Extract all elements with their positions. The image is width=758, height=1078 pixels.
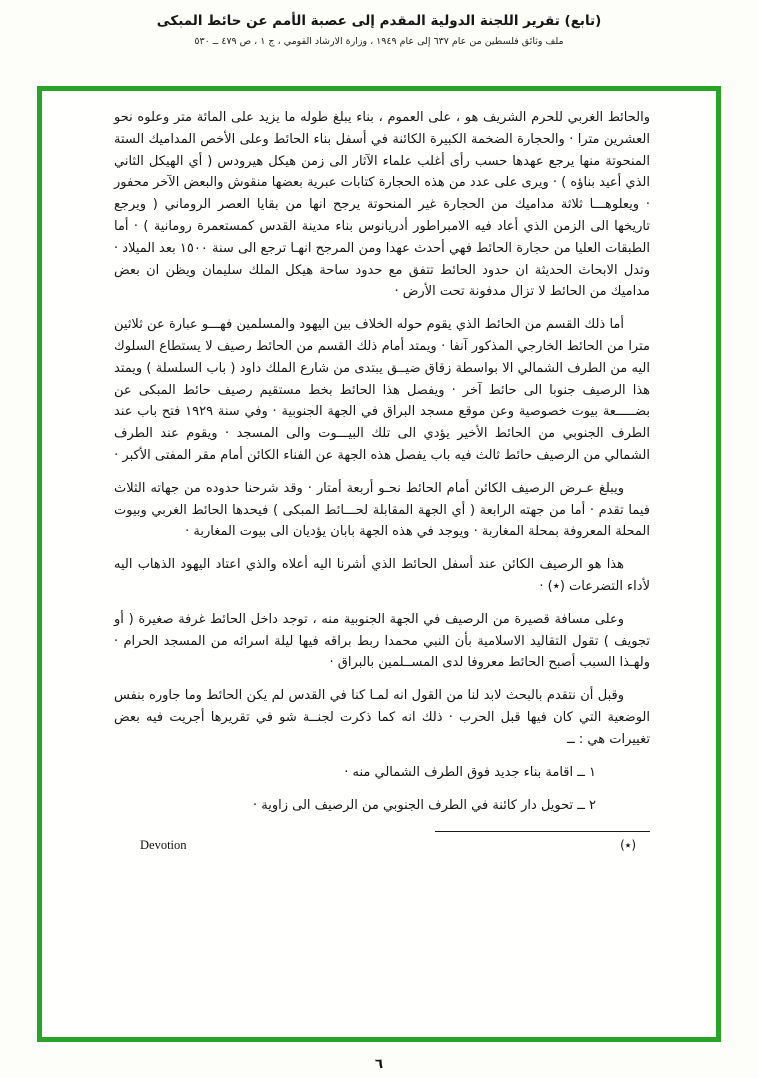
numbered-list bbox=[114, 762, 650, 818]
page-header bbox=[0, 0, 758, 47]
paragraph-disputed-section: أما ذلك القسم من الحائط الذي يقوم حوله الخلاف بين اليهود والمسلمين فهـــو عبارة عن ثلاثين مترا من الحائط الخارجي المذكور آنفا · ويمتد أمام ذلك القسم من الحائط رصيف لا يستطاع السلوك اليه من الطرف الشمالي الا بواسطة زقاق ضيــق يبتدى من شارع الملك داود ( باب السلسلة ) ويمتد هذا الرصيف جنوبا الى حائط آخر · ويفصل هذا الحائط بخط مستقيم رصيف حائط المبكى عن بضـــــعة بيوت خصوصية وعن موقع مسجد البراق في الجهة الجنوبية · وفي سنة ١٩٢٩ فتح باب عند الطرف الجنوبي من الحائط الأخير يؤدي الى تلك البيـــوت والى المسجد · ويقوم عند الطرف الشمالي من الرصيف حائط ثالث فيه باب يفصل هذه الجهة عن الفناء الكائن أمام مقر المفتى الأكبر · bbox=[114, 317, 650, 463]
list-item: ١ ــ اقامة بناء جديد فوق الطرف الشمالي منه · bbox=[344, 764, 596, 780]
document-subtitle: ملف وثائق فلسطين من عام ٦٣٧ إلى عام ١٩٤٩ ، وزارة الارشاد القومي ، ج ١ ، ص ٤٧٩ ــ ٥٣٠ bbox=[194, 36, 564, 47]
footnote-separator bbox=[435, 831, 650, 832]
paragraph-buraq-chamber: وعلى مسافة قصيرة من الرصيف في الجهة الجنوبية منه ، توجد داخل الحائط غرفة صغيرة ( أو تجويف ) تقول التقاليد الاسلامية بأن النبي محمدا ربط براقه فيها ليلة اسرائه من المسجد الحرام · ولهـذا السبب أصبح الحائط معروفا لدى المســلمين بالبراق · bbox=[114, 611, 650, 671]
footnote-row bbox=[114, 835, 650, 857]
footnote-marker: (٭) bbox=[620, 838, 636, 853]
paragraph-changes-intro: وقبل أن نتقدم بالبحث لابد لنا من القول انه لمـا كنا في القدس لم يكن الحائط وما جاوره بنفس الوضعية التي كان فيها قبل الحرب · ذلك انه كما ذكرت لجنــة شو في تقريرها أجريت فيه بعض تغييرات هي : ــ bbox=[114, 688, 650, 747]
footnote-text: Devotion bbox=[140, 838, 187, 853]
green-border-frame bbox=[37, 86, 721, 1042]
paragraph-wall-description: والحائط الغربي للحرم الشريف هو ، على العموم ، بناء يبلغ طوله ما يزيد على المائة متر وعلوه نحو العشرين مترا · والحجارة الضخمة الكبيرة الكائنة في أسفل بناء الحائط وعلى الأخص المداميك الستة المنحوتة منها يرجع عهدها حسب رأى أغلب علماء الآثار الى زمن هيكل هيرودس ( أي الهيكل الثاني الذي أعيد بناؤه ) · ويرى على عدد من هذه الحجارة كتابات عبرية بعضها منقوش والبعض الآخر محفور · ويعلوهـــا ثلاثة مداميك من الحجارة غير المنحوتة يرجح انها من بقايا العصر الروماني ( ويرجع تاريخها الى الزمن الذي أعاد فيه الامبراطور أدريانوس بناء مدينة القدس كمستعمرة رومانية ) · أما الطبقات العليا من حجارة الحائط فهي أحدث عهدا ومن المرجح انهـا ترجع الى سنة ١٥٠٠ بعد الميلاد · وتدل الابحاث الحديثة ان حدود الحائط تتفق مع حدود ساحة هيكل الملك سليمان ويظن ان بعض مداميك من الحائط لا تزال مدفونة تحت الأرض · bbox=[114, 110, 651, 300]
paragraph-pavement-devotions: هذا هو الرصيف الكائن عند أسفل الحائط الذي أشرنا اليه أعلاه والذي اعتاد اليهود الذهاب اليه لأداء التضرعات (٭) · bbox=[114, 557, 650, 594]
document-title: (تابع) تقرير اللجنة الدولية المقدم إلى عصبة الأمم عن حائط المبكى bbox=[156, 13, 602, 29]
document-body bbox=[42, 91, 716, 857]
page-number: ٦ bbox=[374, 1056, 384, 1072]
paragraph-pavement-width: ويبلغ عـرض الرصيف الكائن أمام الحائط نحـو أربعة أمتار · وقد شرحنا حدوده من جهاته الثلاث فيما تقدم · أما من جهته الرابعة ( أي الجهة المقابلة لحـــائط المبكى ) فيحدها الحائط الغربي وبيوت المحلة المعروفة بمحلة المغاربة · ويوجد في هذه الجهة بابان يؤديان الى بيوت المغاربة · bbox=[114, 480, 650, 540]
list-item: ٢ ــ تحويل دار كائنة في الطرف الجنوبي من الرصيف الى زاوية · bbox=[252, 798, 596, 814]
